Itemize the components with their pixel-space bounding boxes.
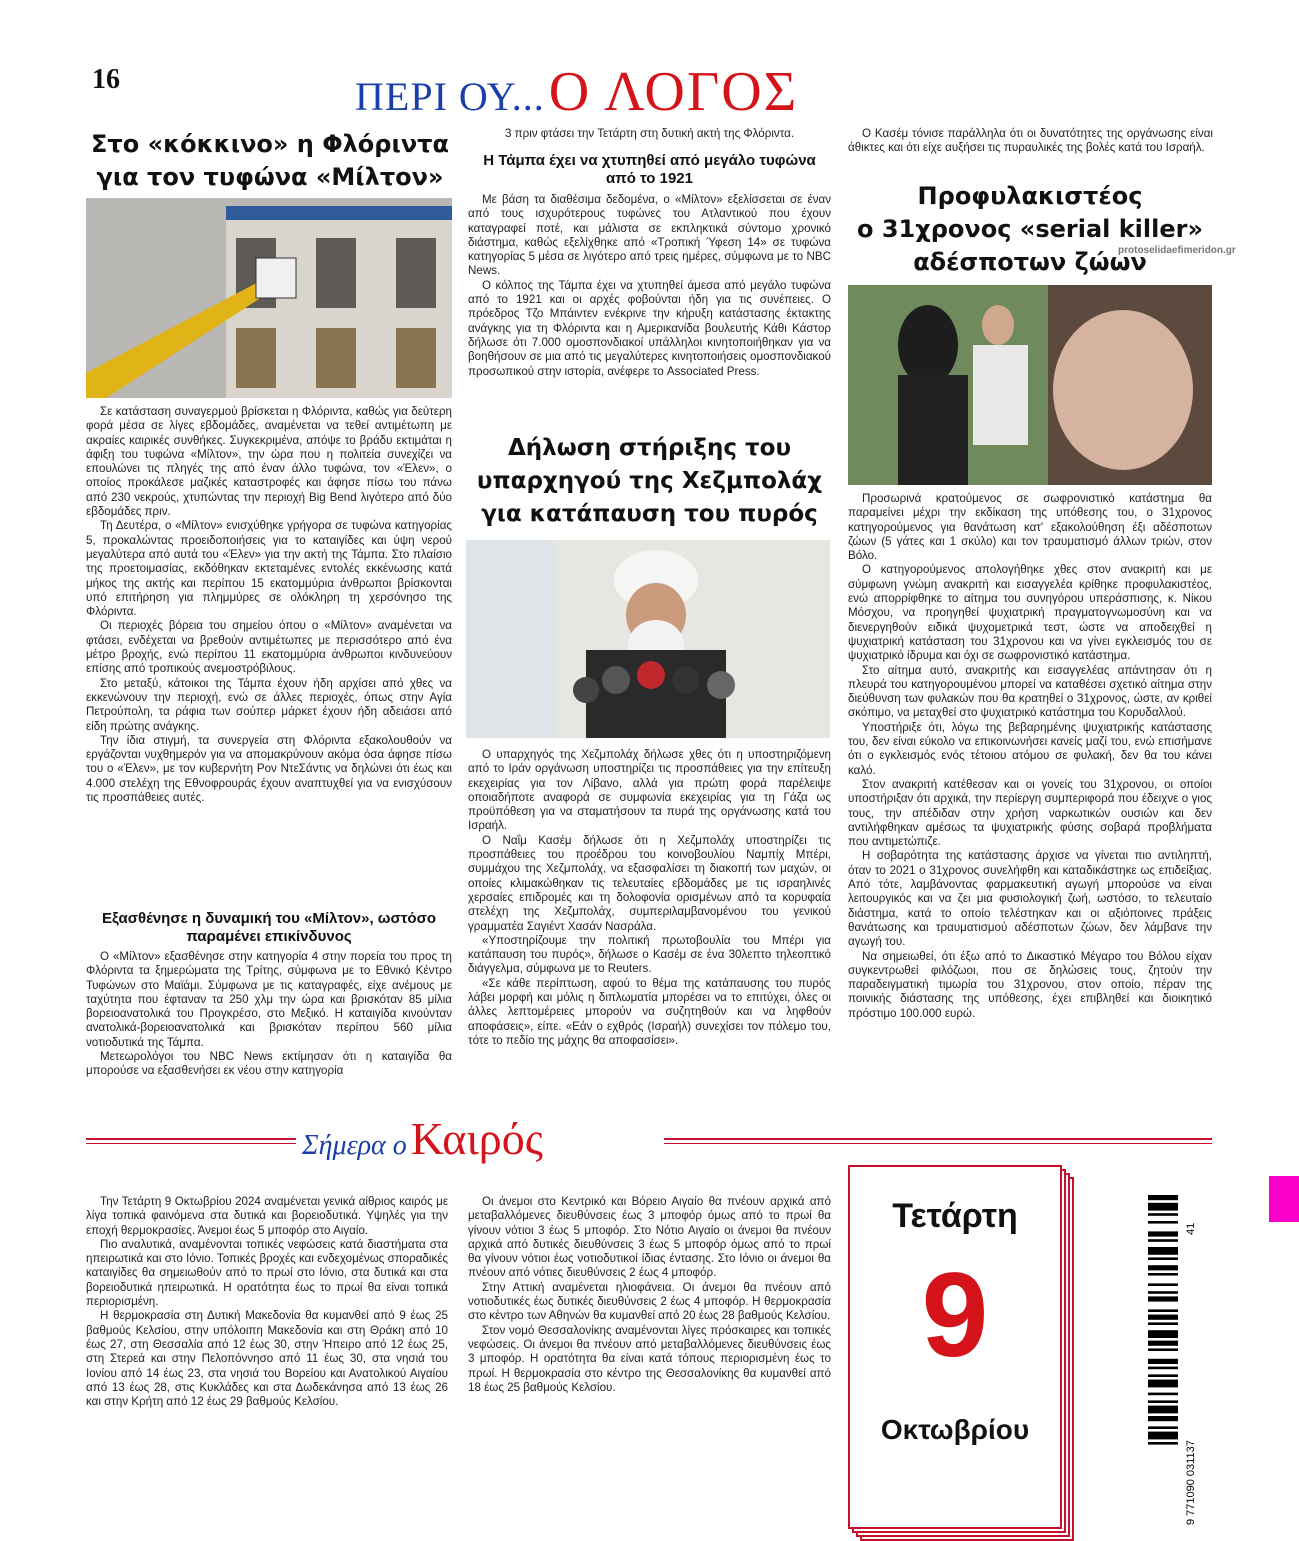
milton-p3: Οι περιοχές βόρεια του σημείου όπου ο «Μίλτον» αναμένεται να φτάσει, ενδέχεται να βρεθούν αντιμέτωπες με περισσότερο από ένα μέτρο βροχής, ενώ περίπου 11 εκατομμύρια άνθρωποι κινδυνεύουν επίσης από τροπικούς ανεμοστρόβιλους.	[86, 619, 452, 676]
barcode-bar	[1148, 1296, 1178, 1301]
masthead-right: Ο ΛΟΓΟΣ	[548, 61, 799, 123]
milton-body	[86, 405, 452, 805]
hezbollah-headline-line1: Δήλωση στήριξης του	[507, 435, 792, 461]
hezbollah-p2: Ο Ναΐμ Κασέμ δήλωσε ότι η Χεζμπολάχ υποστηρίζει τις προσπάθειες του προέδρου του κοινοβουλίου Ναμπίχ Μπέρι, συμμάχου της Χεζμπολάχ, να εξασφαλίσει τη διακοπή των μαχών, οι οποίες κλιμακώθηκαν τις τελευταίες εβδομάδες με τις ισραηλινές χερσαίες επιδρομές και τη δολοφονία ορισμένων από τα κορυφαία στελέχη της Χεζμπολάχ, συμπεριλαμβανομένου του γενικού γραμματέα Σαγιέντ Χασάν Νασράλα.	[468, 833, 831, 933]
calendar-date: 9	[921, 1248, 989, 1382]
watermark: protoselidaefimeridon.gr	[1118, 245, 1236, 256]
color-registration-mark	[1269, 1176, 1299, 1222]
hezbollah-p3: «Υποστηρίζουμε την πολιτική πρωτοβουλία του Μπέρι για κατάπαυση του πυρός», δήλωσε ο Κασέμ σε ένα 30λεπτο τηλεοπτικό διάγγελμα, σύμφωνα με το Reuters.	[468, 933, 831, 976]
milton-p7: Μετεωρολόγοι του NBC News εκτίμησαν ότι η καταιγίδα θα μπορούσε να εξασθενήσει εκ νέου στην κατηγορία	[86, 1050, 452, 1078]
barcode-bar	[1148, 1221, 1178, 1224]
barcode-bar	[1148, 1203, 1178, 1211]
milton-headline-line1: Στο «κόκκινο» η Φλόριντα	[91, 130, 449, 158]
barcode-bar	[1148, 1367, 1178, 1370]
masthead-left: ΠΕΡΙ ΟΥ...	[355, 74, 545, 119]
milton-subhead-1: Εξασθένησε η δυναμική του «Μίλτον», ωστόσο παραμένει επικίνδυνος	[101, 910, 437, 945]
serial-headline-line1: Προφυλακιστέος	[917, 182, 1143, 210]
milton-p4: Στο μεταξύ, κάτοικοι της Τάμπα έχουν ήδη αρχίσει από χθες να εκκενώνουν την περιοχή, ενώ σε άλλες περιοχές, όπως στην Αγία Πετρούπολη, τα ράφια των σούπερ μάρκετ έχουν ήδη αδειάσει από είδη πρώτης ανάγκης.	[86, 676, 452, 733]
milton-p5: Την ίδια στιγμή, τα συνεργεία στη Φλόριντα εξακολουθούν να εργάζονται νυχθημερόν για να απομακρύνουν ακόμα όσα άφησε πίσω του ο «Έλεν», με τον κυβερνήτη Ρον ΝτεΣάντις να δηλώνει ότι έως και 4.000 στελέχη της Εθνοφρουράς έχουν αναπτυχθεί για να ενισχύσουν τις προσπάθειες αυτές.	[86, 733, 452, 805]
cleric-photo	[466, 540, 830, 738]
barcode-bar	[1148, 1330, 1178, 1338]
hezbollah-p1: Ο υπαρχηγός της Χεζμπολάχ δήλωσε χθες ότι η υποστηριζόμενη από το Ιράν οργάνωση υποστηρίζει τις προσπάθειες για την επίτευξη εκεχειρίας για τον Λίβανο, αλλά για πρώτη φορά παρέλειψε οποιαδήποτε αναφορά σε συμφωνία εκεχειρίας για τη Γάζα ως προϋπόθεση για να σταματήσουν τα πυρά της οργάνωσης κατά του Ισραήλ.	[468, 748, 831, 833]
barcode-bar	[1148, 1406, 1178, 1414]
serial-headline-line2: ο 31χρονος «serial killer»	[857, 215, 1203, 243]
barcode-bar	[1148, 1426, 1178, 1429]
serial-p4: Υποστήριξε ότι, λόγω της βεβαρημένης ψυχιατρικής κατάστασης του, δεν είναι εύκολο να επικοινωνήσει κανείς μαζί του, ενώ επισήμανε ότι ο εγκλεισμός ενός τέτοιου ατόμου σε φυλακή, δεν θα του κάνει καλό.	[848, 720, 1212, 777]
suspect-photo	[848, 285, 1212, 485]
milton-p6: Ο «Μίλτον» εξασθένησε στην κατηγορία 4 στην πορεία του προς τη Φλόριντα τα ξημερώματα της Τρίτης, σύμφωνα με το Εθνικό Κέντρο Τυφώνων στο Μαϊάμι. Σύμφωνα με τις καταγραφές, είχε ανέμους με ταχύτητα που έφταναν τα 250 χλμ την ώρα και βρισκόταν 85 μίλια βορειοανατολικά του Προγκρέσο, στο Μεξικό. Η καταιγίδα κινούνταν ανατολικά-βορειοανατολικά και βρισκόταν περίπου 560 μίλια νοτιοδυτικά της Τάμπα.	[86, 950, 452, 1049]
hezbollah-headline	[462, 432, 837, 531]
barcode-bar	[1148, 1432, 1178, 1440]
masthead	[355, 60, 798, 124]
barcode-issue-number: 41	[1185, 1222, 1196, 1235]
hezbollah-p5: Ο Κασέμ τόνισε παράλληλα ότι οι δυνατότητες της οργάνωσης είναι άθικτες και ότι είχε αυξήσει τις πυραυλικές της βολές κατά του Ισραήλ.	[848, 127, 1213, 155]
weather-p3: Η θερμοκρασία στη Δυτική Μακεδονία θα κυμανθεί από 9 έως 25 βαθμούς Κελσίου, στην υπόλοιπη Μακεδονία και στη Θράκη από 10 έως 27, στη Θεσσαλία από 12 έως 30, στην Ήπειρο από 12 έως 25, στη Στερεά και στην Πελοπόννησο από 11 έως 30, στα νησιά του Ιονίου από 14 έως 23, στα νησιά του Βορείου και Ανατολικού Αιγαίου από 13 έως 28, στις Κυκλάδες και στα Δωδεκάνησα από 13 έως 26 και στην Κρήτη από 12 έως 29 βαθμούς Κελσίου.	[86, 1309, 448, 1409]
page-number: 16	[92, 64, 120, 95]
weather-rule-right	[664, 1138, 1212, 1144]
milton-p8: Με βάση τα διαθέσιμα δεδομένα, ο «Μίλτον» εξελίσσεται σε έναν από τους ισχυρότερους τυφώνες του Ατλαντικού που έχουν καταγραφεί ποτέ, και μάλιστα σε εκπληκτικά σύντομο χρονικό διάστημα, καθώς εξελίχθηκε από «Τροπική Ύφεση 14» σε τυφώνα κατηγορίας 5 μέσα σε λιγότερο από τρεις ημέρες, σύμφωνα με το NBC News.	[468, 193, 831, 278]
barcode-bar	[1148, 1348, 1178, 1351]
weather-title-left: Σήμερα ο	[302, 1130, 407, 1161]
milton-col2-top: 3 πριν φτάσει την Τετάρτη στη δυτική ακτή της Φλόριντα.	[504, 127, 795, 140]
barcode-bar	[1148, 1442, 1178, 1445]
weather-p1: Την Τετάρτη 9 Οκτωβρίου 2024 αναμένεται γενικά αίθριος καιρός με λίγα τοπικά φαινόμενα στα δυτικά και βορειοδυτικά. Υψηλές για την εποχή θερμοκρασίες. Άνεμοι έως 5 μποφόρ στο Αιγαίο.	[86, 1195, 448, 1237]
milton-body-3	[468, 193, 831, 379]
hezbollah-col3	[848, 127, 1213, 156]
hezbollah-headline-line3: για κατάπαυση του πυρός	[481, 501, 818, 527]
milton-headline-line2: για τον τυφώνα «Μίλτον»	[96, 163, 444, 191]
barcode-bar	[1148, 1239, 1178, 1242]
weather-p4: Οι άνεμοι στο Κεντρικό και Βόρειο Αιγαίο θα πνέουν αρχικά από μεταβαλλόμενες διευθύνσεις έως 3 μποφόρ όμως από το πρωί θα γίνουν νότιοι 3 έως 5 μποφόρ. Στο Νότιο Αιγαίο οι άνεμοι θα πνέουν αρχικά από δυτικές διευθύνσεις 3 έως 5 μποφόρ όμως από το πρωί θα γίνουν νότιοι έως νοτιοδυτικοί ίδιας έντασης. Στο Ιόνιο οι άνεμοι θα πνέουν από νότιες διευθύνσεις 2 έως 4 μποφόρ.	[468, 1195, 831, 1280]
milton-p1: Σε κατάσταση συναγερμού βρίσκεται η Φλόριντα, καθώς για δεύτερη φορά μέσα σε λίγες εβδομάδες, αναμένεται να τεθεί αντιμέτωπη με ακραίες καιρικές συνθήκες. Συγκεκριμένα, απόψε το βράδυ εκτιμάται η άφιξη του τυφώνα «Μίλτον», την ώρα που η πολιτεία συνεχίζει να επουλώνει τις πληγές της από έναν άλλο τυφώνα, τον «Έλεν», ο οποίος προκάλεσε μαζικές καταστροφές και άφησε πίσω του πάνω από 230 νεκρούς, χτυπώντας την περιοχή Big Bend λιγότερο από δύο εβδομάδες πριν.	[86, 405, 452, 519]
hezbollah-p4: «Σε κάθε περίπτωση, αφού το θέμα της κατάπαυσης του πυρός λάβει μορφή και μόλις η διπλωματία μπορέσει να το επιτύχει, όλες οι άλλες λεπτομέρειες μπορούν να συζητηθούν και να ληφθούν αποφάσεις», είπε. «Εάν ο εχθρός (Ισραήλ) συνεχίσει τον πόλεμο του, τότε το πεδίο της μάχης θα αποφασίσει».	[468, 976, 831, 1047]
barcode-bar	[1148, 1400, 1178, 1403]
barcode-bar	[1148, 1265, 1178, 1270]
weather-rule-left	[86, 1138, 296, 1144]
barcode-digits: 9 771090 031137	[1185, 1440, 1196, 1525]
serial-p5: Στον ανακριτή κατέθεσαν και οι γονείς του 31χρονου, οι οποίοι υποστήριξαν ότι αρχικά, την περίεργη συμπεριφορά που έδειχνε ο γιος τους, την απέδιδαν στην χρήση ναρκωτικών ουσιών και δεν αντιλήφθηκαν αμέσως τα ψυχιατρικής φύσης σοβαρά προβλήματα που αντιμετώπιζε.	[848, 777, 1212, 849]
milton-p9: Ο κόλπος της Τάμπα έχει να χτυπηθεί άμεσα από μεγάλο τυφώνα από το 1921 και οι αρχές φοβούνται ήδη για τις συνέπειες. Ο πρόεδρος Τζο Μπάιντεν ενέκρινε την κήρυξη κατάστασης έκτακτης ανάγκης για τη Φλόριντα και η Αμερικανίδα βουλευτής Κάθι Κάστορ δήλωσε ότι 7.000 ομοσπονδιακοί υπάλληλοι κινητοποιήθηκαν για να βοηθήσουν σε μια από τις μεγαλύτερες κινητοποιήσεις ομοσπονδιακού προσωπικού στην ιστορία, ανέφερε το Associated Press.	[468, 278, 831, 378]
weather-p2: Πιο αναλυτικά, αναμένονται τοπικές νεφώσεις κατά διαστήματα στα ηπειρωτικά και στο Ιόνιο. Τοπικές βροχές και ενδεχομένως σποραδικές καταιγίδες θα σημειωθούν από το πρωί στο Ιόνιο, στα δυτικά και στα βορειοδυτικά ηπειρωτικά. Η ορατότητα έως το πρωί θα είναι τοπικά περιορισμένη.	[86, 1237, 448, 1309]
serial-body	[848, 492, 1212, 1021]
barcode-bar	[1148, 1247, 1178, 1255]
barcode-bar	[1148, 1315, 1178, 1320]
milton-subhead-2: Η Τάμπα έχει να χτυπηθεί από μεγάλο τυφώνα από το 1921	[483, 152, 816, 187]
serial-p3: Στο αίτημα αυτό, ανακριτής και εισαγγελέας απάντησαν ότι η πλευρά του κατηγορουμένου μπορεί να καταθέσει σχετικό αίτημα στην διεύθυνση των φυλακών που θα κρατηθεί ο 31χρονος, ώστε, αν κριθεί σκόπιμο, να μεταχθεί στο ψυχιατρικό κατάστημα του Κορυδαλλού.	[848, 663, 1212, 720]
barcode-bar	[1148, 1195, 1178, 1200]
barcode-bar	[1148, 1380, 1178, 1388]
hezbollah-headline-line2: υπαρχηγού της Χεζμπολάχ	[476, 468, 823, 494]
serial-p6: Η σοβαρότητα της κατάστασης άρχισε να γίνεται πιο αντιληπτή, όταν το 2021 ο 31χρονος συνελήφθη και καταδικάστηκε ως επιδείξιας. Από τότε, λαμβάνοντας φαρμακευτική αγωγή μπορούσε να είναι λειτουργικός και να ζει μια φυσιολογική ζωή, ωστόσο, το τελευταίο διάστημα, κατά το οποίο τελέστηκαν και οι αξιόποινες πράξεις θανάτωσης και τραυματισμού αδέσποτων ζώων, δεν λάμβανε την αγωγή του.	[848, 849, 1212, 949]
calendar	[848, 1165, 1062, 1529]
weather-col2	[468, 1195, 831, 1395]
barcode-bar	[1148, 1257, 1178, 1260]
weather-title-right: Καιρός	[410, 1113, 543, 1164]
barcode-bar	[1148, 1213, 1178, 1216]
barcode	[1148, 1195, 1196, 1525]
barcode-bar	[1148, 1283, 1178, 1286]
barcode-bar	[1148, 1231, 1178, 1236]
serial-p7: Να σημειωθεί, ότι έξω από το Δικαστικό Μέγαρο του Βόλου είχαν συγκεντρωθεί φιλόζωοι, που σε δηλώσεις τους, ζητούν την παραδειγματική τιμωρία του 31χρονου, στον οποίο, πέραν της ποινικής διάστασης της υπόθεσης, έχει επιβληθεί και διοικητικό πρόστιμο 100.000 ευρώ.	[848, 949, 1212, 1020]
milton-body-2	[86, 950, 452, 1079]
barcode-bar	[1148, 1273, 1178, 1276]
serial-p1: Προσωρινά κρατούμενος σε σωφρονιστικό κατάστημα θα παραμείνει μέχρι την εκδίκαση της υπόθεσης του, ο 31χρονος κατηγορούμενος για θανάτωση κατ' εξακολούθηση έξι αδέσποτων ζώων (5 γάτες και 1 σκύλο) και τον τραυματισμό άλλων τριών, στον Βόλο.	[848, 492, 1212, 563]
barcode-bar	[1148, 1322, 1178, 1325]
barcode-bar	[1148, 1416, 1178, 1421]
calendar-day: Τετάρτη	[892, 1197, 1018, 1235]
barcode-bar	[1148, 1341, 1178, 1346]
milton-p2: Τη Δευτέρα, ο «Μίλτον» ενισχύθηκε γρήγορα σε τυφώνα κατηγορίας 5, προκαλώντας προειδοποιήσεις για το καταιγίδες και ύψη νερού μεγαλύτερα από αυτά του «Έλεν» για την ακτή της Τάμπα. Στο πλαίσιο της προετοιμασίας, εκδόθηκαν εκτεταμένες εντολές εκκένωσης κατά μήκος της ακτής και περίπου 15 εκατομμύρια άνθρωποι βρίσκονται υπό επιτήρηση για πλημμύρες σε ολόκληρη τη χερσόνησο της Φλόριντα.	[86, 519, 452, 619]
barcode-bar	[1148, 1309, 1178, 1312]
serial-headline	[845, 180, 1215, 279]
serial-headline-line3: αδέσποτων ζώων	[913, 248, 1147, 276]
weather-title	[302, 1112, 543, 1165]
hezbollah-body	[468, 748, 831, 1048]
barcode-bar	[1148, 1291, 1178, 1294]
weather-p6: Στον νομό Θεσσαλονίκης αναμένονται λίγες πρόσκαιρες και τοπικές νεφώσεις. Οι άνεμοι θα πνέουν από μεταβαλλόμενες διευθύνσεις έως 3 μποφόρ. Η ορατότητα θα είναι κατά τόπους περιορισμένη έως το πρωί. Η θερμοκρασία στο κέντρο της Θεσσαλονίκης θα κυμανθεί από 18 έως 25 βαθμούς Κελσίου.	[468, 1323, 831, 1394]
milton-headline	[85, 128, 455, 194]
barcode-bar	[1148, 1374, 1178, 1377]
barcode-bar	[1148, 1359, 1178, 1364]
barcode-bar	[1148, 1393, 1178, 1396]
crane-photo	[86, 198, 452, 398]
calendar-month: Οκτωβρίου	[880, 1414, 1030, 1445]
serial-p2: Ο κατηγορούμενος απολογήθηκε χθες στον ανακριτή και με σύμφωνη γνώμη ανακριτή και εισαγγελέα κρίθηκε προφυλακιστέος, ενώ απορρίφθηκε το αίτημα του συνηγόρου υπεράσπισης, κ. Νίκου Μόσχου, να προηγηθεί ψυχιατρική πραγματογνωμοσύνη και να διενεργηθούν ειδικά ψυχομετρικά τεστ, ώστε να αποδειχθεί η ψυχιατρική κατάσταση του 31χρονου και να γίνει εγκλεισμός του σε ψυχιατρικό ίδρυμα και όχι σε σωφρονιστικό κατάστημα.	[848, 563, 1212, 663]
weather-p5: Στην Αττική αναμένεται ηλιοφάνεια. Οι άνεμοι θα πνέουν από νοτιοδυτικές έως δυτικές διευθύνσεις 2 έως 4 μποφόρ. Η θερμοκρασία στο κέντρο των Αθηνών θα κυμανθεί από 20 έως 28 βαθμούς Κελσίου.	[468, 1280, 831, 1323]
weather-col1	[86, 1195, 448, 1409]
